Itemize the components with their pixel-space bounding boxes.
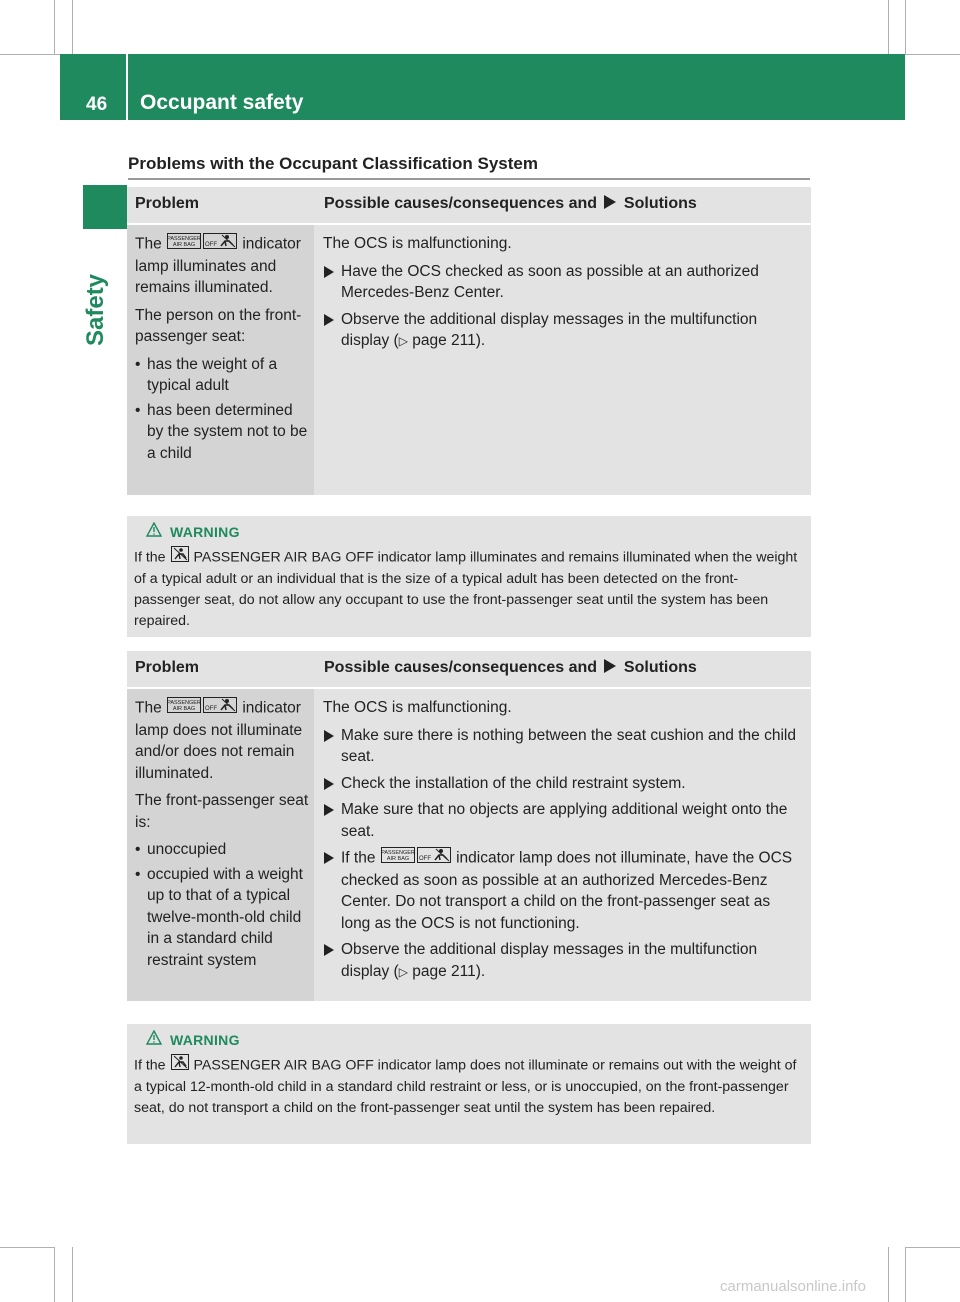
problem-table-2	[127, 651, 811, 1001]
solution-cell	[314, 225, 811, 495]
header-problem: Problem	[135, 659, 200, 676]
crop-mark	[888, 1247, 889, 1302]
passenger-airbag-indicator-icon	[381, 847, 415, 870]
problem-detail: The front-passenger seat is:	[135, 792, 309, 831]
airbag-off-icon	[171, 1054, 189, 1077]
warning-box-1	[127, 516, 811, 637]
page-ref-arrow-icon: ▷	[398, 334, 408, 348]
solution-step: Observe the additional display messages in the multifunction display (▷ page 211).	[323, 309, 801, 353]
section-rule	[128, 178, 810, 180]
problem-lead: The PASSENGER AIR BAG OFF indicator lamp illuminates and remains illuminated.	[135, 233, 310, 299]
warning-title: WARNING	[170, 1032, 240, 1048]
action-arrow-icon	[604, 195, 616, 209]
crop-mark	[72, 1247, 73, 1302]
page-reference-link[interactable]: page 211	[412, 332, 476, 349]
action-arrow-icon	[324, 314, 334, 326]
crop-mark	[72, 0, 73, 54]
header-problem: Problem	[135, 195, 200, 212]
table-row	[127, 225, 811, 495]
solution-step: If the PASSENGER AIR BAG OFF indicator lamp does not illuminate, have the OCS checked as soon as possible at an authorized Mercedes-Benz Center. Do not transport a child on the front-passenger seat as long as the OCS is not functioning.	[323, 847, 801, 934]
problem-cell	[127, 689, 314, 1001]
table-header	[127, 187, 811, 225]
solution-step: Make sure there is nothing between the seat cushion and the child seat.	[323, 725, 801, 768]
warning-text: If the PASSENGER AIR BAG OFF indicator lamp does not illuminate or remains out with the weight of a typical 12-month-old child in a standard child restraint or less, or is unoccupied, on the front-passenger seat, do not transport a child on the front-passenger seat until the system has been repaired.	[134, 1054, 803, 1119]
side-tab-label: Safety	[82, 273, 109, 346]
svg-text:AIR BAG: AIR BAG	[386, 856, 409, 862]
svg-text:OFF: OFF	[418, 856, 431, 862]
warning-title: WARNING	[170, 524, 240, 540]
warning-triangle-icon	[146, 1030, 162, 1050]
svg-text:OFF: OFF	[205, 242, 218, 248]
problem-lead: The PASSENGER AIR BAG OFF indicator lamp does not illuminate and/or does not remain illuminated.	[135, 697, 310, 784]
table-header	[127, 651, 811, 689]
action-arrow-icon	[324, 730, 334, 742]
crop-mark	[905, 1247, 960, 1248]
svg-text:PASSENGER: PASSENGER	[380, 850, 415, 856]
warning-text: If the PASSENGER AIR BAG OFF indicator lamp illuminates and remains illuminated when the weight of a typical adult or an individual that is the size of a typical adult has been detected on the front-passenger seat, do not allow any occupant to use the front-passenger seat until the system has been repaired.	[134, 546, 803, 632]
svg-text:PASSENGER: PASSENGER	[167, 700, 201, 706]
action-arrow-icon	[604, 659, 616, 673]
action-arrow-icon	[324, 944, 334, 956]
solution-cell	[314, 689, 811, 1001]
list-item: • has the weight of a typical adult	[135, 355, 278, 394]
crop-mark	[888, 0, 889, 54]
page-number: 46	[86, 94, 108, 115]
watermark: carmanualsonline.info	[720, 1278, 866, 1295]
list-item: • unoccupied	[135, 841, 227, 858]
action-arrow-icon	[324, 852, 334, 864]
list-item: • has been determined by the system not to be a child	[135, 401, 308, 462]
action-arrow-icon	[324, 778, 334, 790]
problem-detail: The person on the front-passenger seat:	[135, 306, 302, 345]
passenger-airbag-indicator-icon	[167, 233, 201, 256]
section-title: Problems with the Occupant Classification System	[128, 154, 538, 173]
problem-cell	[127, 225, 314, 495]
svg-text:PASSENGER: PASSENGER	[167, 236, 201, 242]
action-arrow-icon	[324, 266, 334, 278]
warning-triangle-icon	[146, 522, 162, 542]
header-solutions: Possible causes/consequences and Solutions	[324, 659, 697, 676]
warning-header	[146, 1030, 803, 1050]
header-solutions: Possible causes/consequences and Solutions	[324, 195, 697, 212]
airbag-off-icon	[171, 546, 189, 569]
warning-box-2	[127, 1024, 811, 1144]
svg-text:AIR BAG: AIR BAG	[172, 706, 196, 712]
solution-step: Observe the additional display messages in the multifunction display (▷ page 211).	[323, 939, 801, 983]
cause-text: The OCS is malfunctioning.	[323, 699, 512, 716]
passenger-airbag-indicator-icon	[167, 697, 201, 720]
airbag-off-indicator-icon	[417, 847, 451, 870]
side-tab-marker	[83, 185, 127, 229]
page-ref-arrow-icon: ▷	[398, 964, 408, 979]
crop-mark	[905, 54, 960, 55]
airbag-off-indicator-icon	[203, 233, 237, 256]
solution-step: Make sure that no objects are applying additional weight onto the seat.	[323, 799, 801, 842]
problem-table-1	[127, 187, 811, 495]
cause-text: The OCS is malfunctioning.	[323, 235, 512, 252]
crop-mark	[54, 0, 55, 54]
action-arrow-icon	[324, 804, 334, 816]
header-divider	[126, 54, 128, 120]
crop-mark	[905, 0, 906, 54]
table-row	[127, 689, 811, 1001]
crop-mark	[0, 54, 60, 55]
solution-step: Check the installation of the child restraint system.	[323, 773, 801, 795]
svg-text:AIR BAG: AIR BAG	[172, 242, 196, 248]
list-item: • occupied with a weight up to that of a typical twelve-month-old child in a standard child restraint system	[135, 865, 303, 969]
chapter-title: Occupant safety	[140, 91, 304, 114]
crop-mark	[0, 1247, 55, 1248]
airbag-off-indicator-icon	[203, 697, 237, 720]
crop-mark	[905, 1247, 906, 1302]
svg-text:OFF: OFF	[205, 706, 218, 712]
crop-mark	[54, 1247, 55, 1302]
page-reference-link[interactable]: page 211	[412, 962, 476, 980]
warning-header	[146, 522, 803, 542]
solution-step: Have the OCS checked as soon as possible at an authorized Mercedes-Benz Center.	[323, 261, 801, 304]
